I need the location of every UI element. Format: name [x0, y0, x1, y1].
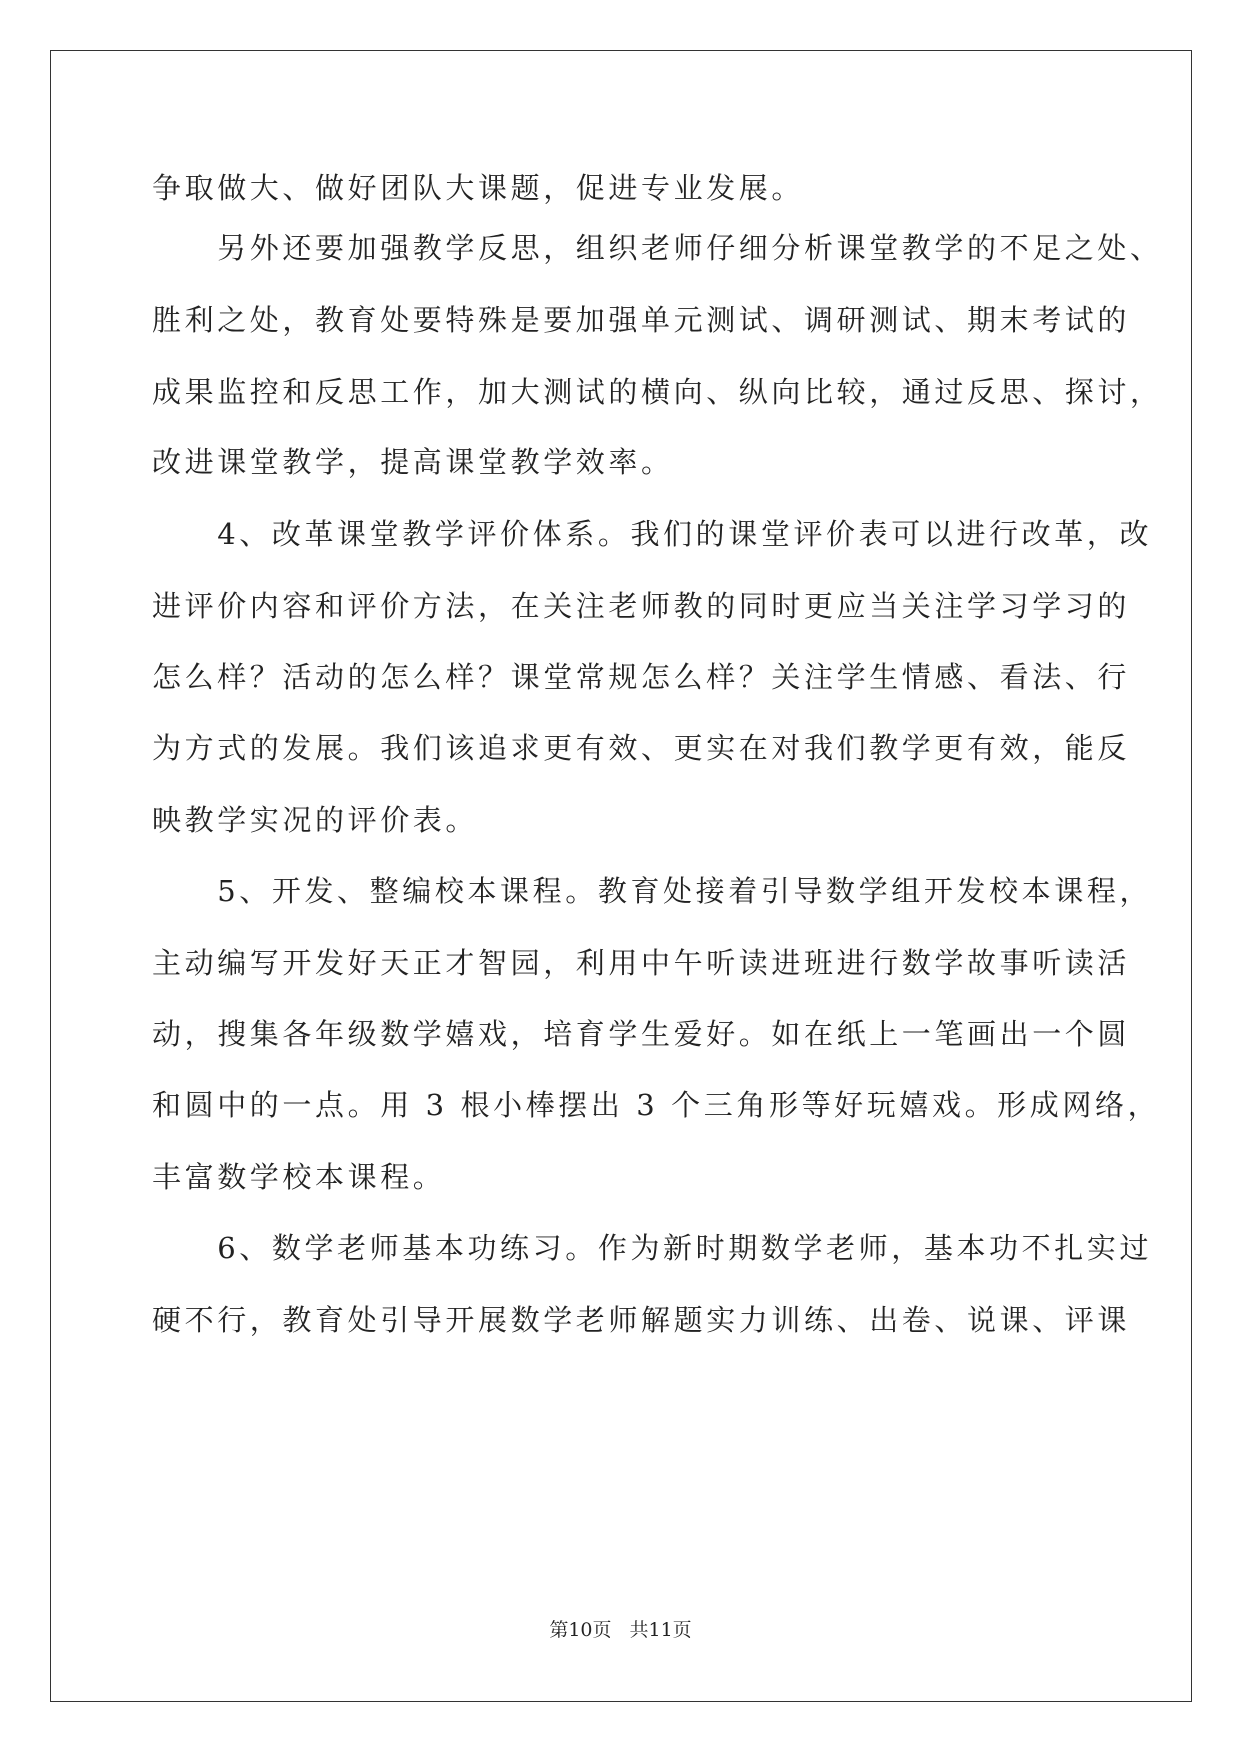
page-total: 共11页: [629, 1619, 692, 1641]
body-text-line: 怎么样？活动的怎么样？课堂常规怎么样？关注学生情感、看法、行: [152, 660, 1131, 694]
body-text-line: 主动编写开发好天正才智园，利用中午听读进班进行数学故事听读活: [152, 946, 1131, 980]
body-text-line: 另外还要加强教学反思，组织老师仔细分析课堂教学的不足之处、: [152, 231, 1163, 265]
body-text-line: 胜利之处，教育处要特殊是要加强单元测试、调研测试、期末考试的: [152, 303, 1131, 337]
body-text-line: 4、改革课堂教学评价体系。我们的课堂评价表可以进行改革，改: [152, 517, 1153, 551]
page-footer: [0, 1618, 1241, 1642]
body-text-line: 成果监控和反思工作，加大测试的横向、纵向比较，通过反思、探讨，: [152, 375, 1163, 409]
body-text-line: 硬不行，教育处引导开展数学老师解题实力训练、出卷、说课、评课: [152, 1303, 1131, 1337]
body-text-line: 5、开发、整编校本课程。教育处接着引导数学组开发校本课程，: [152, 874, 1153, 908]
body-text-line: 和圆中的一点。用 3 根小棒摆出 3 个三角形等好玩嬉戏。形成网络，: [152, 1088, 1161, 1122]
body-text-line: 6、数学老师基本功练习。作为新时期数学老师，基本功不扎实过: [152, 1231, 1153, 1265]
body-text-line: 丰富数学校本课程。: [152, 1160, 446, 1194]
page-number: 第10页: [549, 1619, 612, 1641]
body-text-line: 进评价内容和评价方法，在关注老师教的同时更应当关注学习学习的: [152, 589, 1131, 623]
body-text-line: 改进课堂教学，提高课堂教学效率。: [152, 445, 674, 479]
body-text-line: 映教学实况的评价表。: [152, 803, 479, 837]
body-text-line: 为方式的发展。我们该追求更有效、更实在对我们教学更有效，能反: [152, 731, 1131, 765]
body-text-line: 争取做大、做好团队大课题，促进专业发展。: [152, 171, 805, 205]
body-text-line: 动，搜集各年级数学嬉戏，培育学生爱好。如在纸上一笔画出一个圆: [152, 1017, 1131, 1051]
